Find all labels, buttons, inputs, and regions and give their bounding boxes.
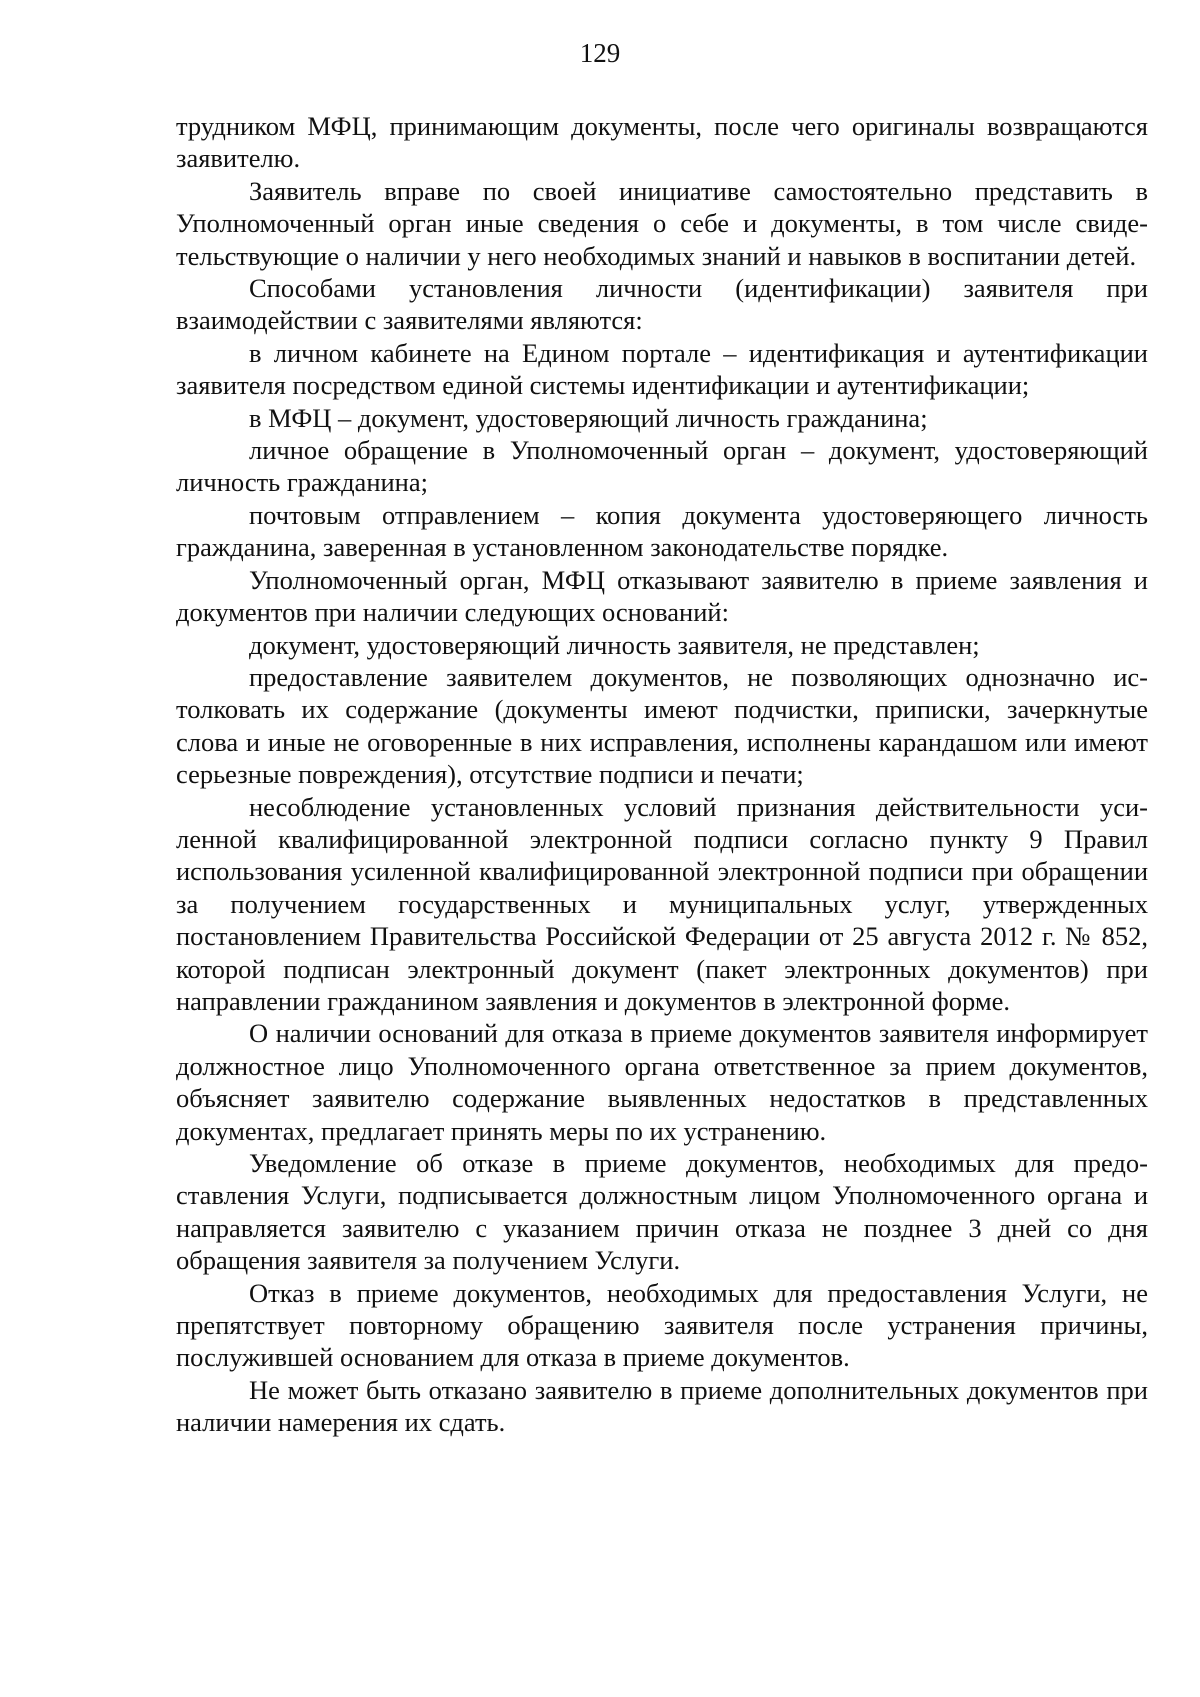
paragraph: в МФЦ – документ, удостоверяющий личность гражданина; (249, 402, 928, 433)
paragraph: Не может быть отказано заявителю в приеме дополнительных документов при наличии намерения их сдать. (176, 1374, 1148, 1438)
document-body (176, 110, 1148, 1439)
paragraph: Способами установления личности (идентификации) заявителя при взаимодействии с заявителями являются: (176, 273, 1148, 336)
paragraph: почтовым отправлением – копия документа удостоверяющего личность гражданина, заверенная в установленном законодательстве порядке. (176, 499, 1148, 563)
paragraph: документ, удостоверяющий личность заявителя, не представлен; (249, 629, 980, 660)
paragraph: Уведомление об отказе в приеме документов, необходимых для предоставления Услуги, подписывается должностным лицом Уполномоченного органа и направляется заявителю с указанием причин отказа не позднее 3 дней со дня обращения заявителя за получением Услуги. (176, 1148, 1148, 1276)
page-number: 129 (579, 38, 621, 68)
paragraph: Заявитель вправе по своей инициативе самостоятельно представить в Уполномоченный орган иные сведения о себе и документы, в том числе свидетельствующие о наличии у него необходимых знаний и навыков в воспитании детей. (176, 175, 1148, 271)
paragraph: О наличии оснований для отказа в приеме документов заявителя информирует должностное лицо Уполномоченного органа ответственное за прием документов, объясняет заявителю содержание выявленных недостатков в представленных документах, предлагает принять меры по их устранению. (176, 1018, 1148, 1146)
paragraph: трудником МФЦ, принимающим документы, после чего оригиналы возвращаются заявителю. (176, 111, 1148, 174)
paragraph: предоставление заявителем документов, не позволяющих однозначно истолковать их содержание (документы имеют подчистки, приписки, зачеркнутые слова и иные не оговоренные в них исправления, исполнены карандашом или имеют серьезные повреждения), отсутствие подписи и печати; (176, 661, 1148, 790)
paragraph: в личном кабинете на Едином портале – идентификация и аутентификации заявителя посредством единой системы идентификации и аутентификации; (176, 337, 1148, 401)
paragraph: Отказ в приеме документов, необходимых для предоставления Услуги, не препятствует повторному обращению заявителя после устранения причины, послужившей основанием для отказа в приеме документов. (176, 1277, 1148, 1373)
paragraph: несоблюдение установленных условий признания действительности усиленной квалифицированной электронной подписи согласно пункту 9 Правил использования усиленной квалифицированной электронной подписи при обращении за получением государственных и муниципальных услуг, утвержденных постановлением Правительства Российской Федерации от 25 августа 2012 г. № 852, которой подписан электронный документ (пакет электронных документов) при направлении гражданином заявления и документов в электронной форме. (176, 791, 1148, 1016)
paragraph: личное обращение в Уполномоченный орган – документ, удостоверяющий личность гражданина; (176, 435, 1148, 498)
paragraph: Уполномоченный орган, МФЦ отказывают заявителю в приеме заявления и документов при наличии следующих оснований: (176, 564, 1148, 628)
